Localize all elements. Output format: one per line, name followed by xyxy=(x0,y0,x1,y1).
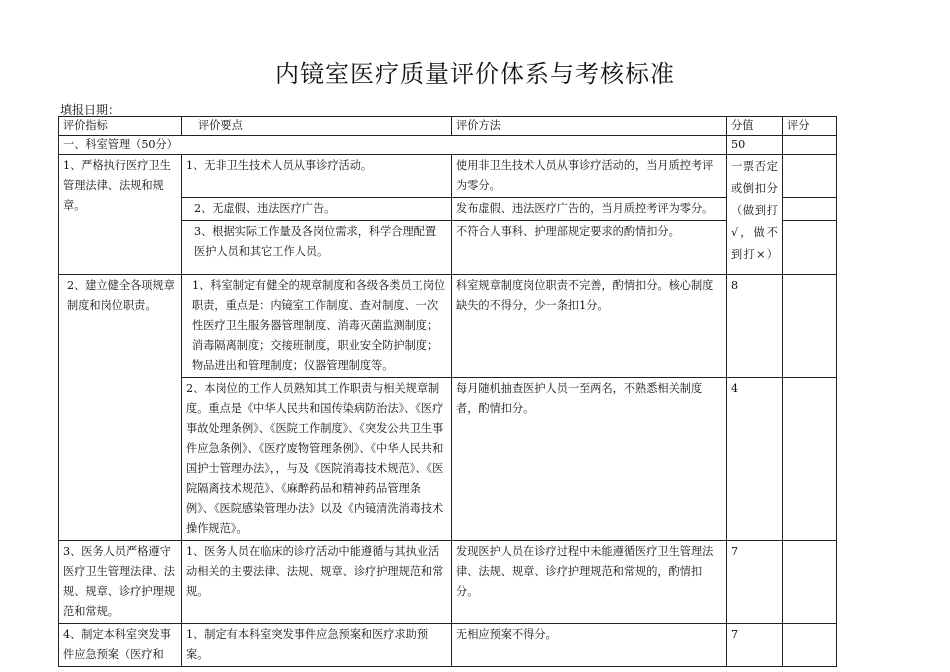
points-cell: 3、根据实际工作量及各岗位需求，科学合理配置医护人员和其它工作人员。 xyxy=(182,221,452,275)
method-cell: 发布虚假、违法医疗广告的，当月质控考评为零分。 xyxy=(452,198,727,221)
points-cell: 1、科室制定有健全的规章制度和各级各类员工岗位职责，重点是：内镜室工作制度、查对制度、一次性医疗卫生服务器管理制度、消毒灭菌监测制度；消毒隔离制度；交接班制度，职业安全防护制度；物品进出和管理制度；仪器管理制度等。 xyxy=(182,275,452,378)
veto-note-cell: 一票否定或倒扣分（做到打√，做不到打×） xyxy=(727,155,783,275)
header-points: 评价要点 xyxy=(182,117,452,136)
section-label: 一、科室管理（50分） xyxy=(59,136,727,155)
section-score: 50 xyxy=(727,136,783,155)
rating-cell[interactable] xyxy=(783,275,837,378)
score-cell: 7 xyxy=(727,541,783,624)
score-cell: 8 xyxy=(727,275,783,378)
score-cell: 7 xyxy=(727,624,783,667)
indicator-cell: 3、医务人员严格遵守医疗卫生管理法律、法规、规章、诊疗护理规范和常规。 xyxy=(59,541,182,624)
rating-cell[interactable] xyxy=(783,378,837,541)
method-cell: 科室规章制度岗位职责不完善，酌情扣分。核心制度缺失的不得分，少一条扣1分。 xyxy=(452,275,727,378)
evaluation-table xyxy=(58,116,837,667)
method-cell: 使用非卫生技术人员从事诊疗活动的，当月质控考评为零分。 xyxy=(452,155,727,198)
header-indicator: 评价指标 xyxy=(59,117,182,136)
points-cell: 1、无非卫生技术人员从事诊疗活动。 xyxy=(182,155,452,198)
score-cell: 4 xyxy=(727,378,783,541)
section-row xyxy=(59,136,837,155)
rating-cell[interactable] xyxy=(783,624,837,667)
points-cell: 1、制定有本科室突发事件应急预案和医疗求助预案。 xyxy=(182,624,452,667)
table-row xyxy=(59,541,837,624)
points-cell: 2、无虚假、违法医疗广告。 xyxy=(182,198,452,221)
points-cell: 2、本岗位的工作人员熟知其工作职责与相关规章制度。重点是《中华人民共和国传染病防治法》、《医疗事故处理条例》、《医院工作制度》、《突发公共卫生事件应急条例》、《医疗废物管理条例》、《中华人民共和国护士管理办法》，，与及《医院消毒技术规范》、《医院隔离技术规范》、《麻醉药品和精神药品管理条例》、《医院感染管理办法》以及《内镜清洗消毒技术操作规范》。 xyxy=(182,378,452,541)
rating-cell[interactable] xyxy=(783,155,837,198)
rating-cell[interactable] xyxy=(783,198,837,221)
indicator-cell: 1、严格执行医疗卫生管理法律、法规和规章。 xyxy=(59,155,182,275)
document-title: 内镜室医疗质量评价体系与考核标准 xyxy=(275,60,675,88)
method-cell: 无相应预案不得分。 xyxy=(452,624,727,667)
points-cell: 1、医务人员在临床的诊疗活动中能遵循与其执业活动相关的主要法律、法规、规章、诊疗护理规范和常规。 xyxy=(182,541,452,624)
table-row xyxy=(59,155,837,198)
rating-cell[interactable] xyxy=(783,541,837,624)
header-rating: 评分 xyxy=(783,117,837,136)
table-header-row xyxy=(59,117,837,136)
header-score: 分值 xyxy=(727,117,783,136)
fill-date-label: 填报日期： xyxy=(60,103,121,117)
table-row xyxy=(59,624,837,667)
rating-cell[interactable] xyxy=(783,221,837,275)
header-method: 评价方法 xyxy=(452,117,727,136)
method-cell: 每月随机抽查医护人员一至两名，不熟悉相关制度者，酌情扣分。 xyxy=(452,378,727,541)
indicator-cell: 2、建立健全各项规章制度和岗位职责。 xyxy=(59,275,182,541)
section-rating[interactable] xyxy=(783,136,837,155)
table-row xyxy=(59,275,837,378)
method-cell: 不符合人事科、护理部规定要求的酌情扣分。 xyxy=(452,221,727,275)
indicator-cell: 4、制定本科室突发事件应急预案（医疗和 xyxy=(59,624,182,667)
method-cell: 发现医护人员在诊疗过程中未能遵循医疗卫生管理法律、法规、规章、诊疗护理规范和常规的，酌情扣分。 xyxy=(452,541,727,624)
